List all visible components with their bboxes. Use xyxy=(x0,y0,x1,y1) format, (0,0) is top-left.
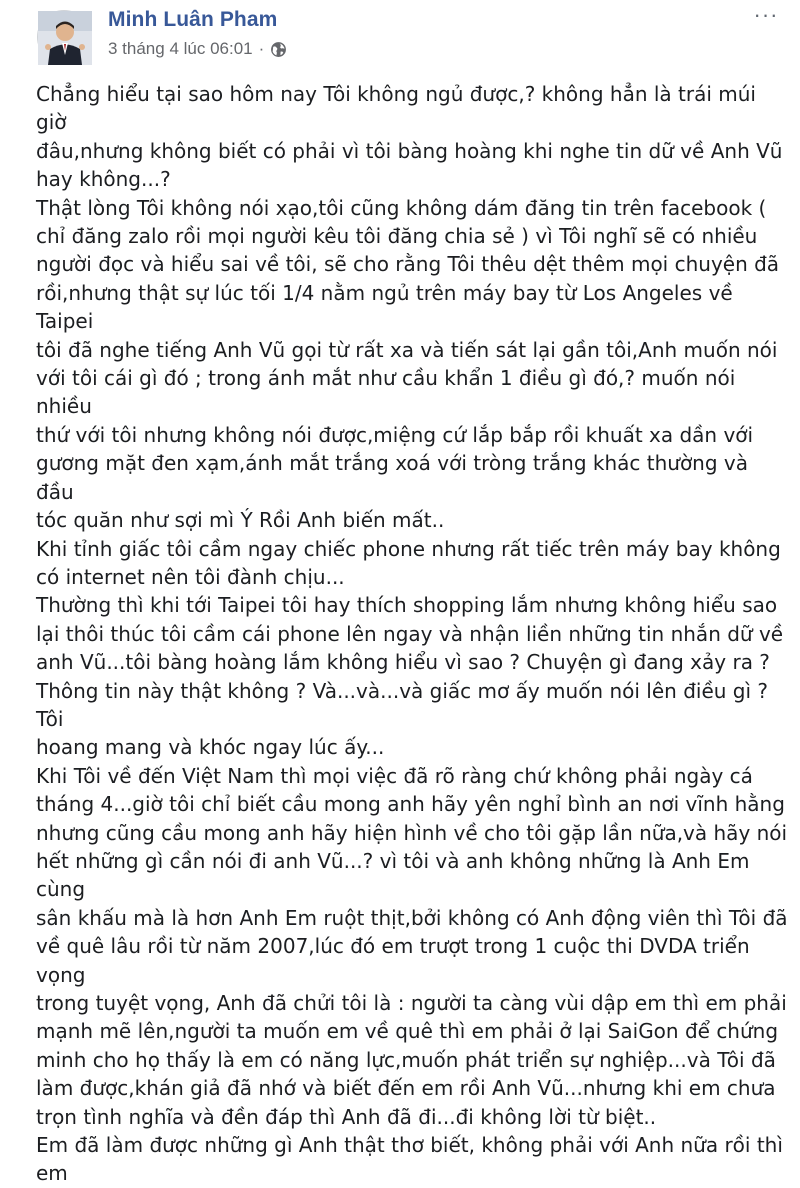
content-line: có internet nên tôi đành chịu... xyxy=(36,564,345,589)
content-line: hết những gì cần nói đi anh Vũ...? vì tôi và anh không những là Anh Em cùng xyxy=(36,848,750,902)
content-line: sân khấu mà là hơn Anh Em ruột thịt,bởi không có Anh động viên thì Tôi đã xyxy=(36,905,788,930)
content-line: Thật lòng Tôi không nói xạo,tôi cũng không dám đăng tin trên facebook ( xyxy=(36,195,767,220)
content-line: rồi,nhưng thật sự lúc tối 1/4 nằm ngủ trên máy bay từ Los Angeles về Taipei xyxy=(36,280,733,334)
post-header xyxy=(0,0,800,72)
content-line: tháng 4...giờ tôi chỉ biết cầu mong anh hãy yên nghỉ bình an nơi vĩnh hằng xyxy=(36,792,785,817)
content-line: mạnh mẽ lên,người ta muốn em về quê thì em phải ở lại SaiGon để chứng xyxy=(36,1019,779,1044)
content-line: minh cho họ thấy là em có năng lực,muốn phát triển sự nghiệp...và Tôi đã xyxy=(36,1047,776,1072)
content-line: với tôi cái gì đó ; trong ánh mắt như cầu khẩn 1 điều gì đó,? muốn nói nhiều xyxy=(36,366,736,419)
more-options-icon[interactable]: ··· xyxy=(753,2,779,27)
content-line: người đọc và hiểu sai về tôi, sẽ cho rằng Tôi thêu dệt thêm mọi chuyện đã xyxy=(36,252,780,277)
meta-separator: · xyxy=(258,39,265,58)
content-line: Em đã làm được những gì Anh thật thơ biết, không phải với Anh nữa rồi thì em xyxy=(36,1133,783,1186)
content-line: trọn tình nghĩa và đền đáp thì Anh đã đi...đi không lời từ biệt.. xyxy=(36,1104,657,1129)
content-line: tóc quăn như sợi mì Ý Rồi Anh biến mất.. xyxy=(36,508,445,533)
content-line: nhưng cũng cầu mong anh hãy hiện hình về cho tôi gặp lần nữa,và hãy nói xyxy=(36,820,788,845)
content-line: thứ với tôi nhưng không nói được,miệng cứ lắp bắp rồi khuất xa dần với xyxy=(36,422,754,447)
content-line: gương mặt đen xạm,ánh mắt trắng xoá với tròng trắng khác thường và đầu xyxy=(36,451,749,504)
content-line: đâu,nhưng không biết có phải vì tôi bàng hoàng khi nghe tin dữ về Anh Vũ xyxy=(36,138,783,163)
globe-icon[interactable] xyxy=(270,41,287,58)
content-line: lại thôi thúc tôi cầm cái phone lên ngay và nhận liền những tin nhắn dữ về xyxy=(36,621,784,646)
content-line: hay không...? xyxy=(36,167,171,192)
post-meta xyxy=(108,39,287,59)
avatar-image xyxy=(38,11,92,65)
content-line: Chẳng hiểu tại sao hôm nay Tôi không ngủ được,? không hẳn là trái múi giờ xyxy=(36,82,756,135)
content-line: Thông tin này thật không ? Và...và...và giấc mơ ấy muốn nói lên điều gì ? Tôi xyxy=(36,678,769,731)
content-line: Khi tỉnh giấc tôi cầm ngay chiếc phone nhưng rất tiếc trên máy bay không xyxy=(36,536,781,561)
content-line: anh Vũ...tôi bàng hoàng lắm không hiểu vì sao ? Chuyện gì đang xảy ra ? xyxy=(36,650,770,675)
content-line: Thường thì khi tới Taipei tôi hay thích shopping lắm nhưng không hiểu sao xyxy=(36,593,778,618)
author-avatar[interactable] xyxy=(37,10,91,64)
content-line: về quê lâu rồi từ năm 2007,lúc đó em trượt trong 1 cuộc thi DVDA triển vọng xyxy=(36,934,750,987)
content-line: hoang mang và khóc ngay lúc ấy... xyxy=(36,735,385,760)
post-timestamp[interactable]: 3 tháng 4 lúc 06:01 xyxy=(108,39,253,58)
content-line: tôi đã nghe tiếng Anh Vũ gọi từ rất xa và tiến sát lại gần tôi,Anh muốn nói xyxy=(36,337,778,362)
content-line: làm được,khán giả đã nhớ và biết đến em rồi Anh Vũ...nhưng khi em chưa xyxy=(36,1076,776,1101)
author-name[interactable]: Minh Luân Pham xyxy=(108,8,278,31)
post-content xyxy=(36,80,788,1188)
content-line: Khi Tôi về đến Việt Nam thì mọi việc đã rõ ràng chứ không phải ngày cá xyxy=(36,763,753,788)
content-line: trong tuyệt vọng, Anh đã chửi tôi là : người ta càng vùi dập em thì em phải xyxy=(36,991,787,1015)
content-line: chỉ đăng zalo rồi mọi người kêu tôi đăng chia sẻ ) vì Tôi nghĩ sẽ có nhiều xyxy=(36,224,758,249)
